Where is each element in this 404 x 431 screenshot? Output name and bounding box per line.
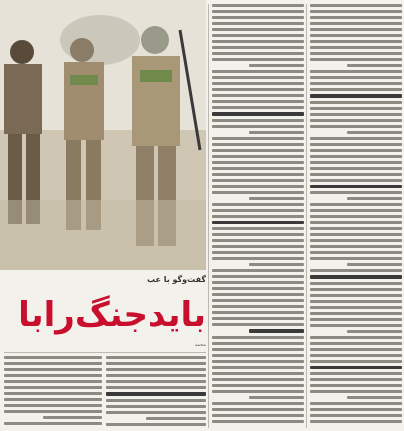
body-column-lower-left (4, 356, 102, 428)
text-line (212, 137, 304, 140)
text-line (212, 287, 304, 290)
text-line (347, 396, 402, 399)
text-line (4, 362, 102, 365)
text-line (310, 300, 402, 303)
text-line (347, 330, 402, 333)
foreground-sand (0, 200, 206, 270)
text-line (146, 417, 206, 420)
text-line (212, 227, 304, 230)
text-line (212, 143, 304, 146)
text-line (310, 336, 402, 339)
text-line (212, 336, 304, 339)
text-line (212, 354, 304, 357)
text-line (310, 215, 402, 218)
text-line (310, 245, 402, 248)
text-line (212, 323, 304, 326)
text-line (212, 317, 304, 320)
text-line (4, 392, 102, 395)
column-divider-2 (306, 4, 307, 428)
text-line (310, 28, 402, 31)
text-line (310, 251, 402, 254)
text-line (4, 404, 102, 407)
text-line (212, 4, 304, 7)
text-line (212, 46, 304, 49)
text-line (249, 263, 304, 266)
text-line (310, 275, 402, 279)
text-line (310, 269, 402, 272)
tree (60, 15, 140, 65)
soldiers-photo (0, 0, 206, 270)
text-line (310, 179, 402, 182)
text-line (106, 405, 206, 408)
body-column-middle (212, 4, 304, 428)
text-line (43, 416, 102, 419)
text-line (212, 293, 304, 296)
text-line (347, 131, 402, 134)
text-line (212, 251, 304, 254)
text-line (310, 94, 402, 98)
text-line (212, 215, 304, 218)
text-line (310, 342, 402, 345)
text-line (212, 245, 304, 248)
text-line (106, 411, 206, 414)
body-column-right (310, 4, 402, 428)
text-line (4, 386, 102, 389)
text-line (310, 34, 402, 37)
text-line (347, 64, 402, 67)
text-line (310, 149, 402, 152)
text-line (310, 16, 402, 19)
text-line (212, 112, 304, 116)
text-line (212, 366, 304, 369)
text-line (212, 281, 304, 284)
text-line (310, 10, 402, 13)
text-line (310, 76, 402, 79)
text-line (212, 239, 304, 242)
text-line (212, 348, 304, 351)
text-line (310, 4, 402, 7)
text-line (106, 386, 206, 389)
text-line (212, 94, 304, 97)
text-line (212, 28, 304, 31)
text-line (212, 384, 304, 387)
text-line (212, 52, 304, 55)
text-line (310, 46, 402, 49)
text-line (310, 58, 402, 61)
text-line (106, 368, 206, 371)
text-line (310, 312, 402, 315)
photo-caption: گفت‌وگو با عب (146, 275, 206, 284)
text-line (310, 107, 402, 110)
text-line (212, 372, 304, 375)
text-line (310, 191, 402, 194)
text-line (249, 197, 304, 200)
text-line (310, 288, 402, 291)
text-line (212, 167, 304, 170)
text-line (212, 22, 304, 25)
text-line (212, 58, 304, 61)
text-line (310, 227, 402, 230)
text-line (212, 311, 304, 314)
text-line (310, 390, 402, 393)
text-line (310, 402, 402, 405)
text-line (106, 399, 206, 402)
text-line (212, 149, 304, 152)
text-line (212, 119, 304, 122)
text-line (310, 119, 402, 122)
lower-divider (4, 352, 206, 353)
text-line (310, 161, 402, 164)
text-line (4, 398, 102, 401)
text-line (310, 318, 402, 321)
text-line (310, 125, 402, 128)
text-line (310, 173, 402, 176)
text-line (310, 378, 402, 381)
text-line (212, 305, 304, 308)
text-line (4, 374, 102, 377)
text-line (212, 233, 304, 236)
text-line (212, 76, 304, 79)
text-line (310, 294, 402, 297)
headline: بایدجنگ‌رابا (18, 295, 206, 335)
text-line (212, 161, 304, 164)
text-line (212, 191, 304, 194)
body-column-lower-right (106, 356, 206, 428)
text-line (310, 348, 402, 351)
text-line (310, 306, 402, 309)
byline: محمد (194, 342, 206, 348)
text-line (310, 88, 402, 91)
text-line (310, 257, 402, 260)
text-line (212, 360, 304, 363)
text-line (310, 137, 402, 140)
text-line (106, 423, 206, 426)
text-line (310, 167, 402, 170)
text-line (310, 420, 402, 423)
text-line (310, 143, 402, 146)
column-divider-1 (208, 4, 209, 428)
text-line (310, 324, 402, 327)
text-line (310, 203, 402, 206)
text-line (212, 414, 304, 417)
text-line (310, 113, 402, 116)
text-line (249, 64, 304, 67)
text-line (212, 173, 304, 176)
text-line (212, 106, 304, 109)
text-line (212, 88, 304, 91)
text-line (212, 100, 304, 103)
text-line (249, 131, 304, 134)
text-line (4, 422, 102, 425)
text-line (212, 10, 304, 13)
text-line (106, 392, 206, 396)
text-line (212, 185, 304, 188)
text-line (106, 362, 206, 365)
text-line (212, 82, 304, 85)
text-line (310, 372, 402, 375)
soldiers-illustration (0, 0, 206, 270)
text-line (310, 239, 402, 242)
text-line (212, 34, 304, 37)
text-line (310, 185, 402, 189)
text-line (347, 197, 402, 200)
text-line (310, 101, 402, 104)
text-line (4, 410, 102, 413)
text-line (106, 380, 206, 383)
text-line (310, 82, 402, 85)
text-line (310, 408, 402, 411)
text-line (249, 396, 304, 399)
text-line (212, 342, 304, 345)
text-line (310, 52, 402, 55)
text-line (249, 329, 304, 333)
text-line (212, 221, 304, 225)
text-line (212, 209, 304, 212)
text-line (310, 209, 402, 212)
text-line (212, 179, 304, 182)
text-line (4, 368, 102, 371)
text-line (212, 257, 304, 260)
text-line (310, 384, 402, 387)
text-line (212, 420, 304, 423)
text-line (212, 203, 304, 206)
text-line (212, 402, 304, 405)
text-line (212, 378, 304, 381)
text-line (310, 155, 402, 158)
text-line (212, 16, 304, 19)
text-line (310, 366, 402, 370)
text-line (4, 380, 102, 383)
text-line (310, 70, 402, 73)
text-line (212, 155, 304, 158)
text-line (212, 269, 304, 272)
text-line (310, 221, 402, 224)
text-line (212, 390, 304, 393)
text-line (310, 354, 402, 357)
text-line (212, 408, 304, 411)
text-line (106, 356, 206, 359)
text-line (212, 125, 304, 128)
text-line (310, 22, 402, 25)
text-line (310, 282, 402, 285)
text-line (310, 360, 402, 363)
text-line (347, 263, 402, 266)
text-line (212, 275, 304, 278)
text-line (310, 233, 402, 236)
text-line (106, 374, 206, 377)
text-line (212, 40, 304, 43)
text-line (310, 414, 402, 417)
text-line (4, 356, 102, 359)
text-line (212, 70, 304, 73)
text-line (310, 40, 402, 43)
text-line (212, 299, 304, 302)
